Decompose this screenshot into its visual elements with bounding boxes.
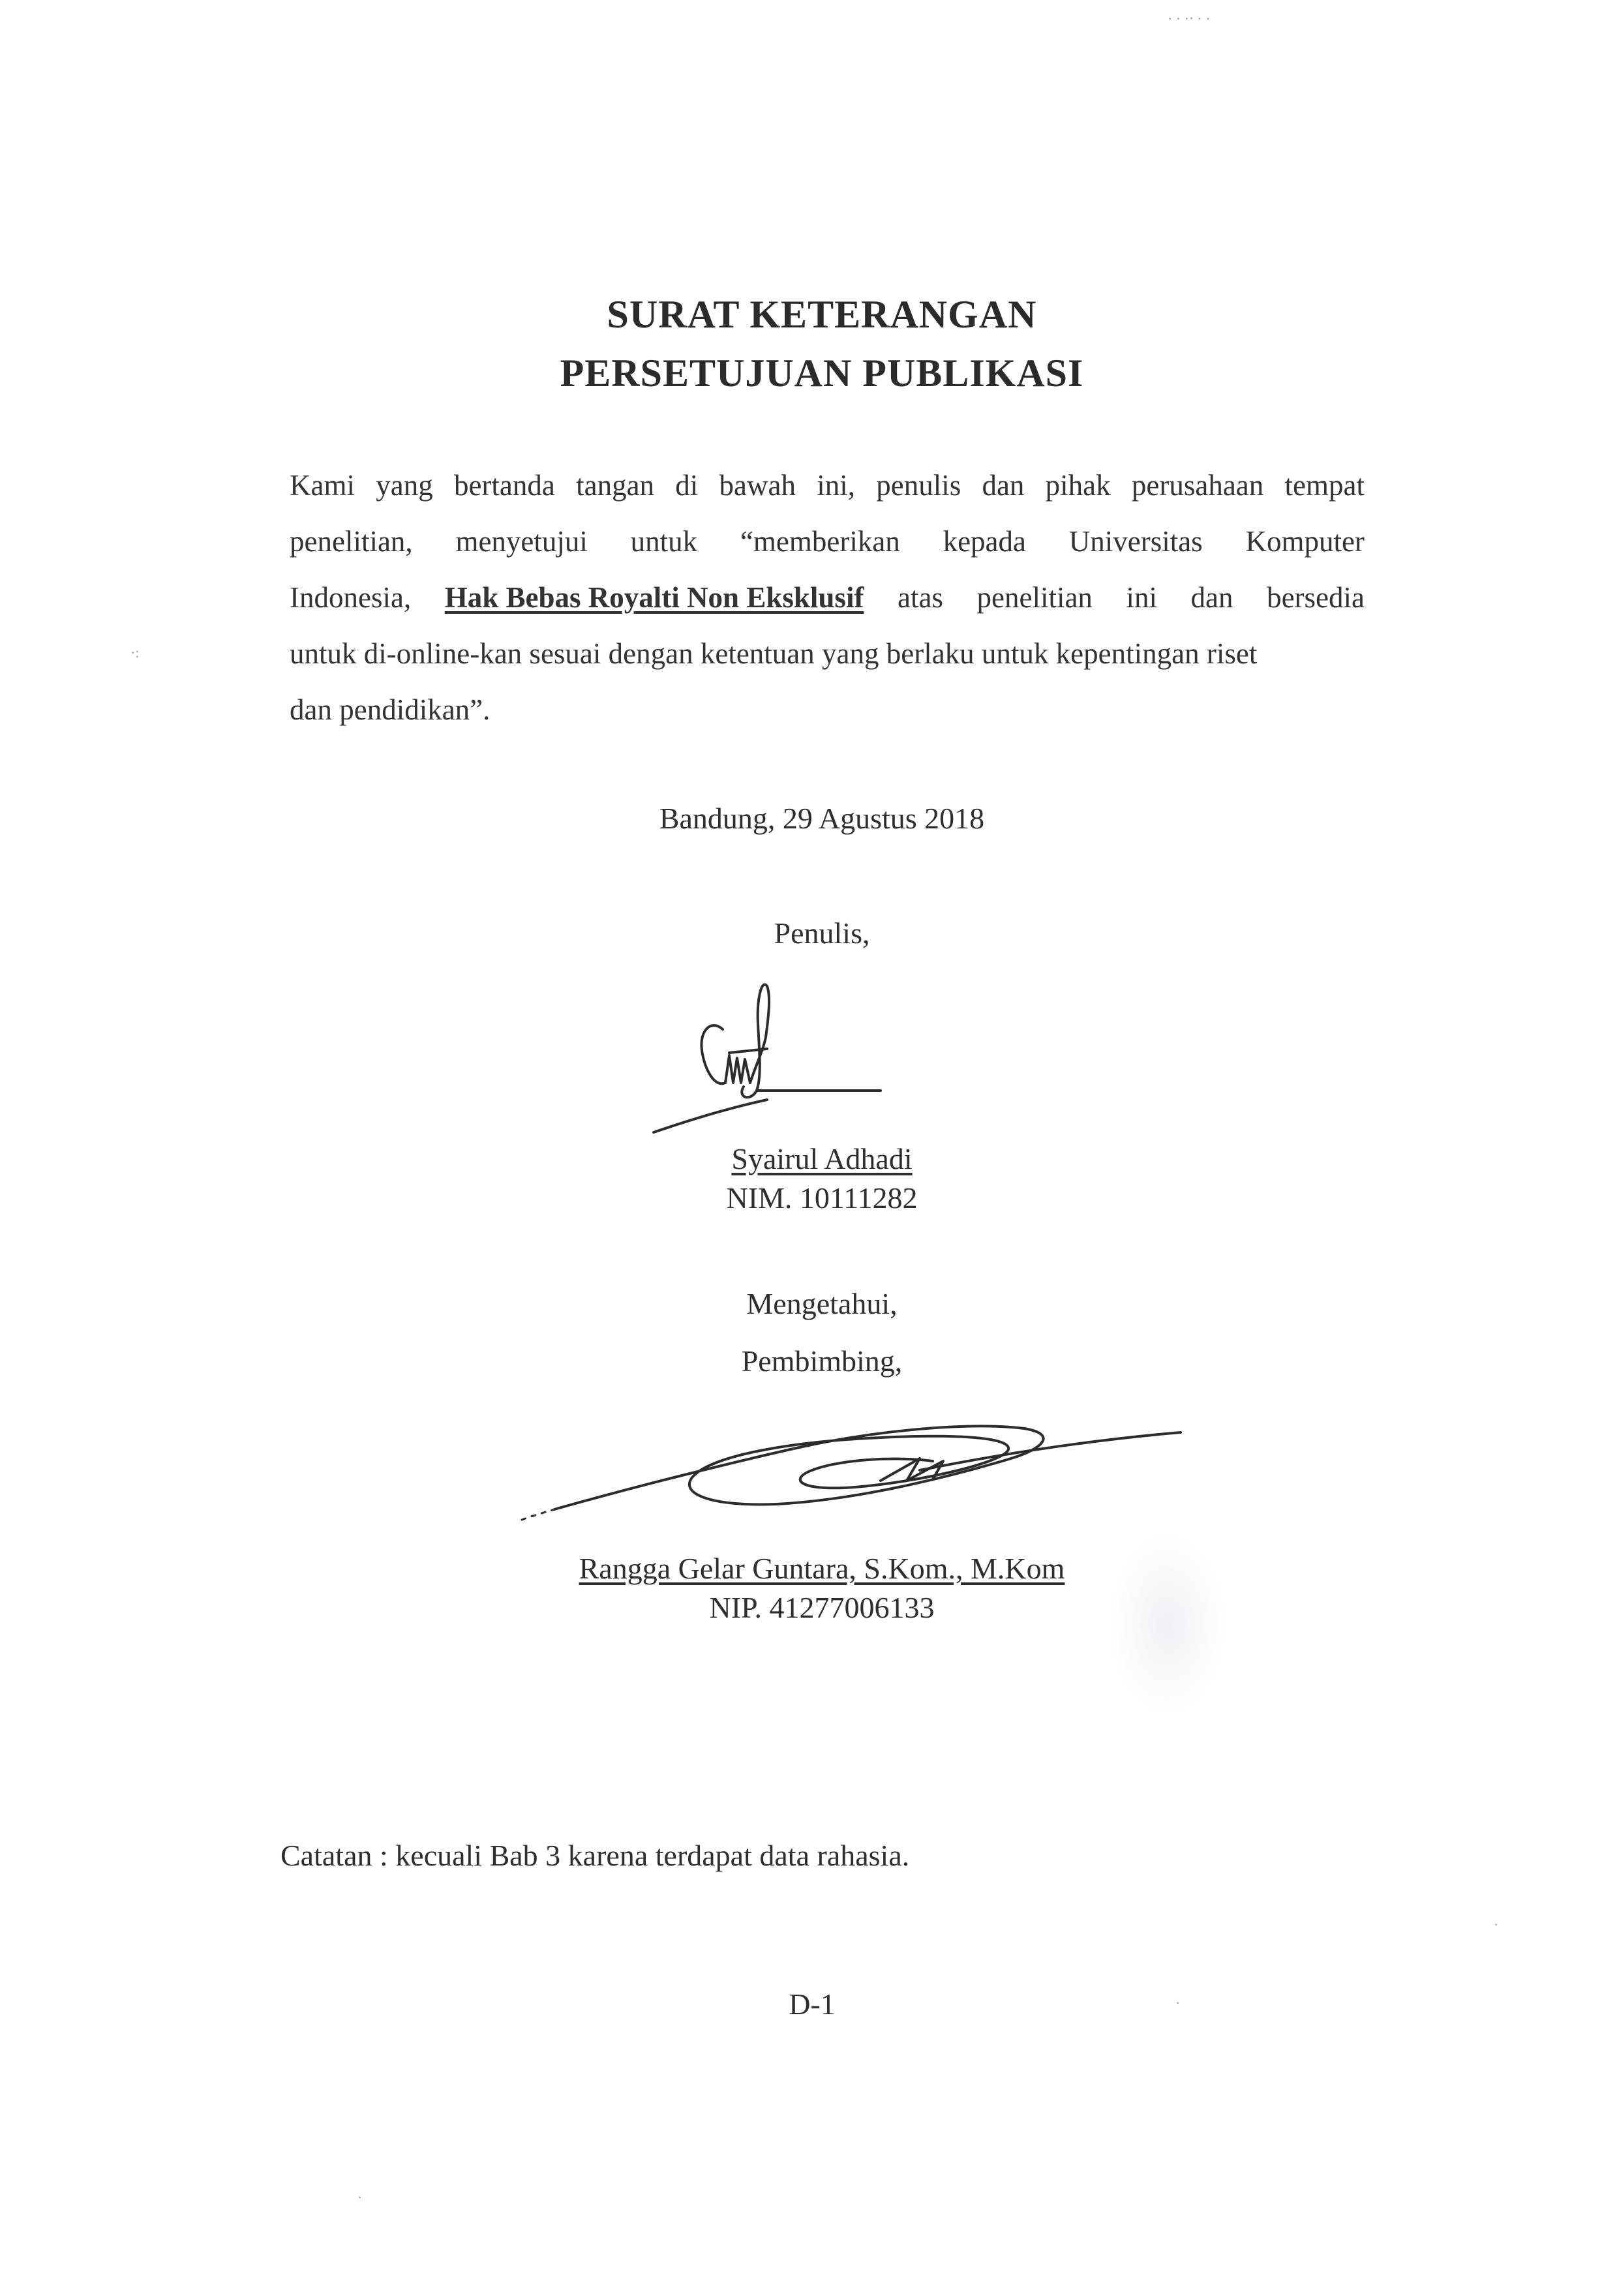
place-date: Bandung, 29 Agustus 2018: [659, 802, 985, 835]
word: dan: [982, 469, 1025, 502]
supervisor-role: Pembimbing,: [741, 1344, 903, 1378]
paragraph-line-1: [290, 468, 1365, 507]
scan-speck: ·:: [130, 644, 140, 661]
word: menyetujui: [455, 525, 588, 558]
paragraph-line-3: [290, 581, 1365, 620]
scan-speck: ·: [357, 2189, 363, 2205]
word: yang: [376, 469, 433, 502]
word: di: [675, 469, 699, 502]
paragraph-line-4: untuk di-online-kan sesuai dengan ketentuan yang berlaku untuk kepentingan riset: [290, 637, 1258, 670]
word: kepada: [943, 525, 1026, 558]
supervisor-nip: NIP. 41277006133: [709, 1591, 935, 1624]
highlighted-license-term: Hak Bebas Royalti Non Eksklusif: [444, 581, 864, 614]
word: bertanda: [453, 469, 555, 502]
word: tempat: [1284, 469, 1365, 502]
word: ini: [1126, 581, 1157, 614]
word: bersedia: [1267, 581, 1365, 614]
acknowledgement-label: Mengetahui,: [746, 1287, 898, 1320]
scan-speck: ·: [1175, 1995, 1181, 2011]
paragraph-line-5: dan pendidikan”.: [290, 693, 491, 726]
word: bawah: [719, 469, 796, 502]
supervisor-name: Rangga Gelar Guntara, S.Kom., M.Kom: [579, 1552, 1065, 1585]
word: Indonesia,: [290, 581, 412, 614]
paragraph-line-2: [290, 524, 1365, 564]
word: perusahaan: [1131, 469, 1264, 502]
author-role: Penulis,: [774, 916, 870, 950]
author-signature: [652, 978, 900, 1148]
word: Universitas: [1068, 525, 1203, 558]
scan-speck: · · ·‧ · ·: [1168, 10, 1211, 27]
word: atas: [897, 581, 943, 614]
author-nim: NIM. 10111282: [726, 1181, 918, 1215]
word: penulis: [876, 469, 961, 502]
word: penelitian: [976, 581, 1093, 614]
word: ini,: [817, 469, 855, 502]
exception-note: Catatan : kecuali Bab 3 karena terdapat data rahasia.: [280, 1839, 910, 1872]
document-title-line2: PERSETUJUAN PUBLIKASI: [560, 352, 1084, 395]
word: Komputer: [1245, 525, 1365, 558]
word: dan: [1190, 581, 1233, 614]
word: Kami: [290, 469, 355, 502]
document-title-line1: SURAT KETERANGAN: [607, 293, 1037, 336]
scan-speck: ·: [1494, 1916, 1499, 1933]
word: “memberikan: [740, 525, 900, 558]
supervisor-signature: [515, 1396, 1194, 1526]
word: pihak: [1045, 469, 1111, 502]
word: untuk: [630, 525, 698, 558]
word: penelitian,: [290, 525, 413, 558]
author-name: Syairul Adhadi: [731, 1142, 913, 1175]
page-number: D-1: [789, 1987, 836, 2021]
word: tangan: [576, 469, 655, 502]
